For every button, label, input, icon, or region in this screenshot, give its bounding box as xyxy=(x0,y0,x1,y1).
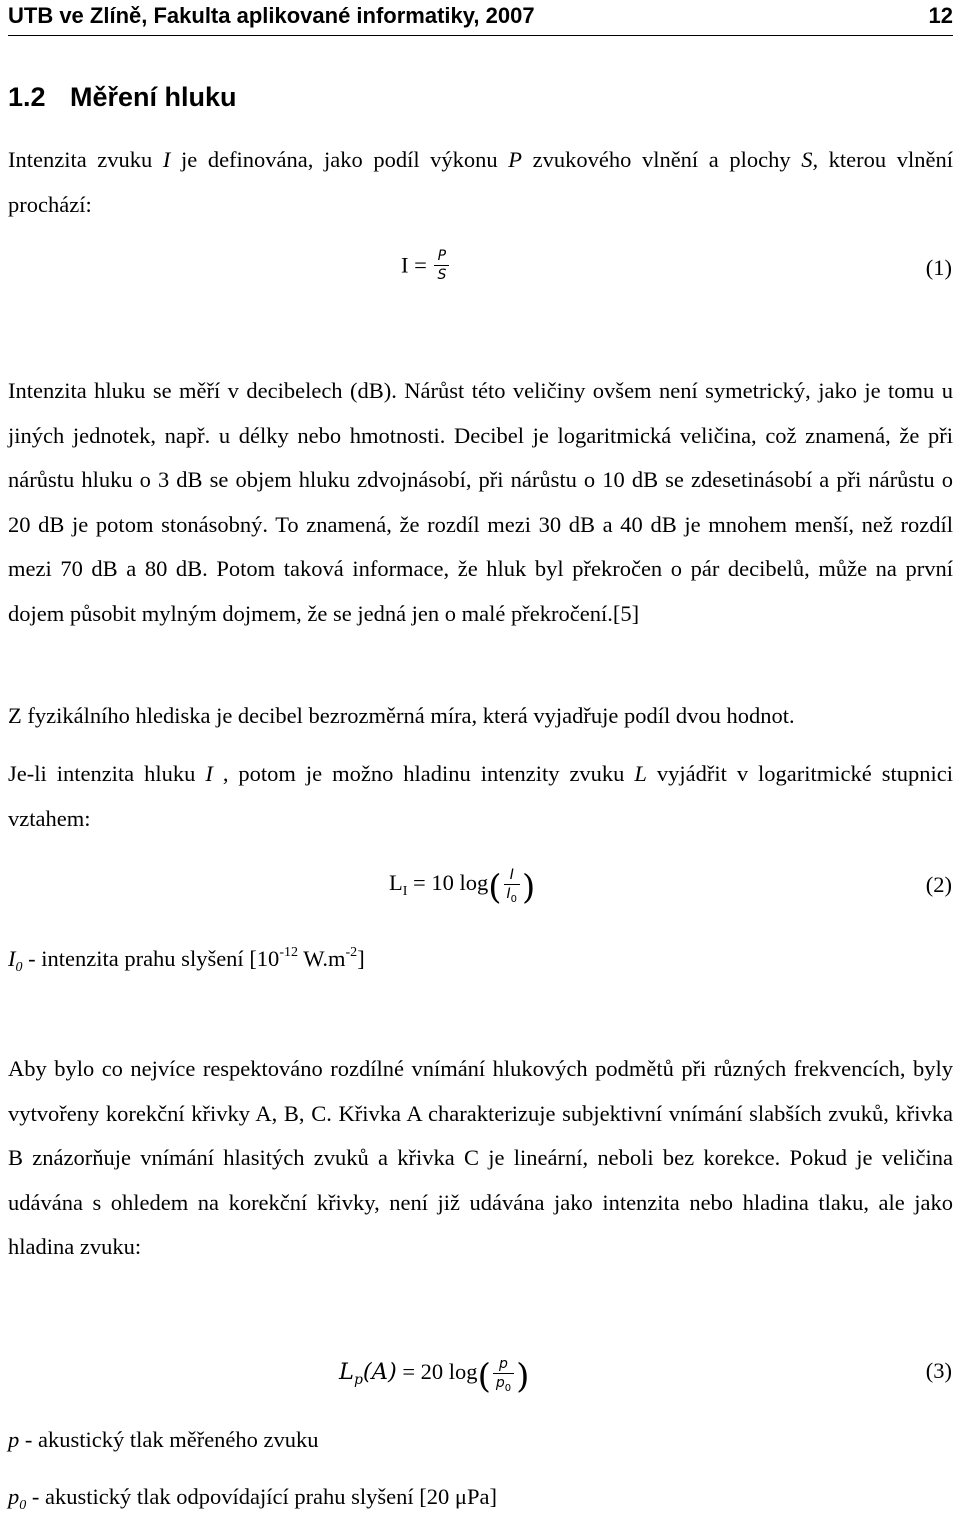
equation-3-label: (3) xyxy=(925,1358,952,1383)
eq3-right-paren: ) xyxy=(516,1356,530,1397)
equation-3 xyxy=(339,1355,529,1398)
eq1-lhs: I = xyxy=(401,252,427,278)
equation-1-label: (1) xyxy=(925,255,952,280)
intro-text-2: je definována, jako podíl výkonu xyxy=(170,147,509,172)
intro-text-1: Intenzita zvuku xyxy=(8,147,163,172)
eq1-denominator: S xyxy=(437,267,447,283)
eq3-left-paren: ( xyxy=(477,1356,491,1397)
def-i0-subscript: 0 xyxy=(15,960,23,975)
eq3-operator: = 20 log xyxy=(396,1359,478,1385)
section-number: 1.2 xyxy=(8,82,46,112)
section-title: Měření hluku xyxy=(70,82,237,112)
eq2-den-subscript: 0 xyxy=(510,893,518,905)
intro-var-s: S, xyxy=(801,147,819,172)
level-var-l: L xyxy=(634,761,647,786)
equation-2 xyxy=(389,866,535,909)
section-heading xyxy=(8,80,237,114)
intro-paragraph xyxy=(8,138,953,227)
eq2-operator: = 10 log xyxy=(407,869,489,895)
definition-i0 xyxy=(8,938,365,983)
eq3-fraction xyxy=(493,1355,514,1398)
intro-text-4: kterou vlnění prochází: xyxy=(8,147,953,217)
eq2-lhs: L xyxy=(389,869,403,895)
eq3-numerator: p xyxy=(493,1355,514,1374)
running-header xyxy=(8,2,953,36)
eq2-left-paren: ( xyxy=(488,867,502,908)
level-var-i: I xyxy=(205,761,213,786)
intro-text-3: zvukového vlnění a plochy xyxy=(522,147,802,172)
eq2-den-symbol: I xyxy=(506,886,511,902)
eq3-lhs-subscript: p xyxy=(353,1372,363,1389)
eq2-right-paren: ) xyxy=(522,867,536,908)
eq2-fraction xyxy=(504,866,521,909)
eq1-fraction xyxy=(434,247,449,284)
physics-paragraph: Z fyzikálního hlediska je decibel bezrozměrná míra, která vyjadřuje podíl dvou hodnot. xyxy=(8,703,795,728)
eq3-denominator xyxy=(493,1374,514,1398)
def-i0-symbol: I xyxy=(8,946,16,971)
intro-var-p: P xyxy=(508,147,523,172)
def-p0-symbol: p xyxy=(8,1484,20,1509)
level-text-1: Je-li intenzita hluku xyxy=(8,761,206,786)
curves-paragraph: Aby bylo co nejvíce respektováno rozdílné vnímání hlukových podmětů při různých frekvencích, byly vytvořeny korekční křivky A, B, C. Křivka A charakterizuje subjektivní vnímání slabších zvuků, křivka B znázorňuje vnímání hlasitých zvuků a křivka C je lineární, neboli bez korekce. Pokud je veličina udávána s ohledem na korekční křivky, není již udávána jako intenzita nebo hladina tlaku, ale jako hladina zvuku: xyxy=(8,1056,953,1259)
def-p-symbol: p xyxy=(8,1427,20,1452)
header-title: UTB ve Zlíně, Fakulta aplikované informatiky, 2007 xyxy=(8,3,535,28)
def-i0-exponent-1: -12 xyxy=(279,945,298,960)
def-p-text: - akustický tlak měřeného zvuku xyxy=(19,1427,319,1452)
def-i0-text-3: ] xyxy=(357,946,365,971)
intro-var-i: I xyxy=(162,147,171,172)
eq3-lhs: L xyxy=(339,1359,354,1386)
eq2-lhs-subscript: I xyxy=(402,883,408,899)
eq1-numerator: P xyxy=(434,247,449,266)
def-i0-exponent-2: -2 xyxy=(345,945,358,960)
def-p0-text: - akustický tlak odpovídající prahu slyšení [20 μPa] xyxy=(26,1484,497,1509)
definition-p0 xyxy=(8,1482,497,1521)
equation-2-label: (2) xyxy=(925,872,952,897)
eq3-den-subscript: 0 xyxy=(504,1382,512,1394)
def-i0-text-1: - intenzita prahu slyšení [10 xyxy=(22,946,280,971)
equation-1 xyxy=(401,247,451,284)
def-p0-subscript: 0 xyxy=(19,1498,27,1513)
level-text-3: vyjádřit v logaritmické stupnici vztahem: xyxy=(8,761,953,831)
eq2-denominator xyxy=(504,885,521,909)
eq2-numerator: I xyxy=(504,866,521,885)
level-paragraph xyxy=(8,752,953,841)
decibel-paragraph: Intenzita hluku se měří v decibelech (dB). Nárůst této veličiny ovšem není symetrický, jako je tomu u jiných jednotek, např. u délky nebo hmotnosti. Decibel je logaritmická veličina, což znamená, že při nárůstu hluku o 3 dB se objem hluku zdvojnásobí, při nárůstu o 10 dB se zdesetinásobí a při nárůstu o 20 dB je potom stonásobný. To znamená, že rozdíl mezi 30 dB a 40 dB je mnohem menší, než rozdíl mezi 70 dB a 80 dB. Potom taková informace, že hluk byl překročen o pár decibelů, může na první dojem působit mylným dojmem, že se jedná jen o malé překročení.[5] xyxy=(8,378,953,626)
def-i0-text-2: W.m xyxy=(297,946,346,971)
page-number: 12 xyxy=(928,3,953,28)
eq3-argument: (A) xyxy=(362,1359,397,1386)
eq3-den-symbol: p xyxy=(495,1375,505,1391)
level-text-2: , potom je možno hladinu intenzity zvuku xyxy=(212,761,635,786)
definition-p xyxy=(8,1425,319,1455)
